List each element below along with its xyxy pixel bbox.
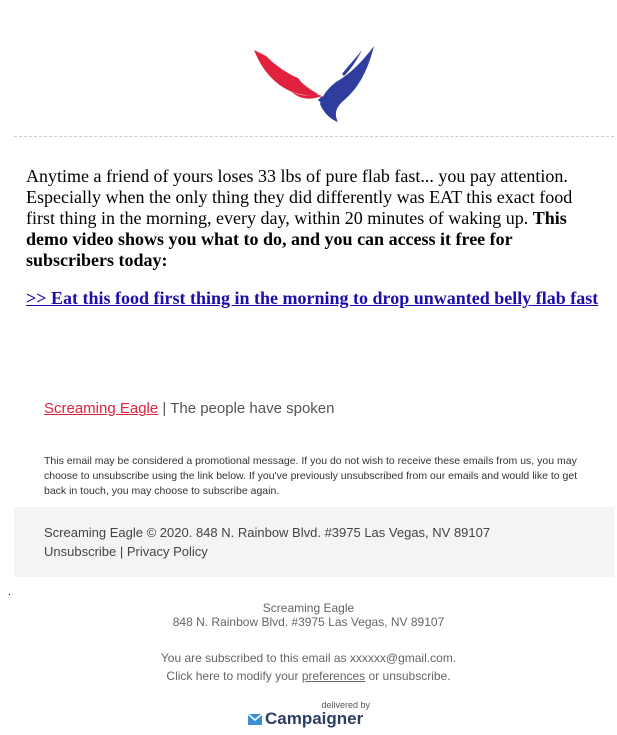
cta-link[interactable]: >> Eat this food first thing in the morning to drop unwanted belly flab fast: [26, 288, 599, 308]
modify-suffix: or unsubscribe.: [365, 669, 451, 683]
modify-prefix: Click here to modify your: [166, 669, 302, 683]
delivered-by-badge[interactable]: [248, 700, 372, 730]
disclaimer-text: This email may be considered a promotional message. If you do not wish to receive these emails from us, you may choose to unsubscribe using the link below. If you've previously unsubscribed from our emails and would like to get back in touch, you may choose to subscribe again.: [44, 455, 578, 497]
promo-paragraph-plain: Anytime a friend of yours loses 33 lbs of pure flab fast... you pay attention. Especially when the only thing they did differently was EAT this exact food first thing in the morning, every day, within 20 minutes of waking up.: [26, 166, 573, 228]
campaigner-logo: [248, 709, 363, 729]
delivered-by-text: delivered by: [321, 700, 370, 710]
footer-box: [14, 507, 614, 577]
brand-tagline: | The people have spoken: [158, 400, 335, 417]
campaigner-company: Screaming Eagle: [262, 601, 355, 615]
promo-paragraph-bold: This demo video shows you what to do, and you can access it free for subscribers today:: [26, 208, 567, 270]
campaigner-brand-text: Campaigner: [265, 709, 364, 728]
eagle-icon: [252, 44, 376, 122]
footer-separator: |: [116, 544, 127, 559]
subscription-info: [0, 649, 617, 685]
preferences-link[interactable]: preferences: [301, 669, 366, 683]
modify-line: [0, 667, 617, 685]
privacy-policy-link[interactable]: Privacy Policy: [126, 544, 208, 559]
footer-address: Screaming Eagle © 2020. 848 N. Rainbow Blvd. #3975 Las Vegas, NV 89107: [44, 525, 491, 540]
footer-links: [44, 544, 208, 559]
brand-name-link[interactable]: Screaming Eagle: [44, 400, 159, 417]
campaigner-address-block: [0, 601, 617, 629]
promo-paragraph: [26, 166, 596, 271]
unsubscribe-link[interactable]: Unsubscribe: [44, 544, 117, 559]
header-divider: [14, 136, 614, 137]
stray-dot: .: [8, 584, 11, 598]
campaigner-envelope-icon: [248, 714, 262, 725]
subscribed-text: You are subscribed to this email as xxxxxx@gmail.com.: [160, 651, 457, 665]
campaigner-address: 848 N. Rainbow Blvd. #3975 Las Vegas, NV 89107: [172, 615, 445, 629]
brand-line: [44, 400, 334, 417]
